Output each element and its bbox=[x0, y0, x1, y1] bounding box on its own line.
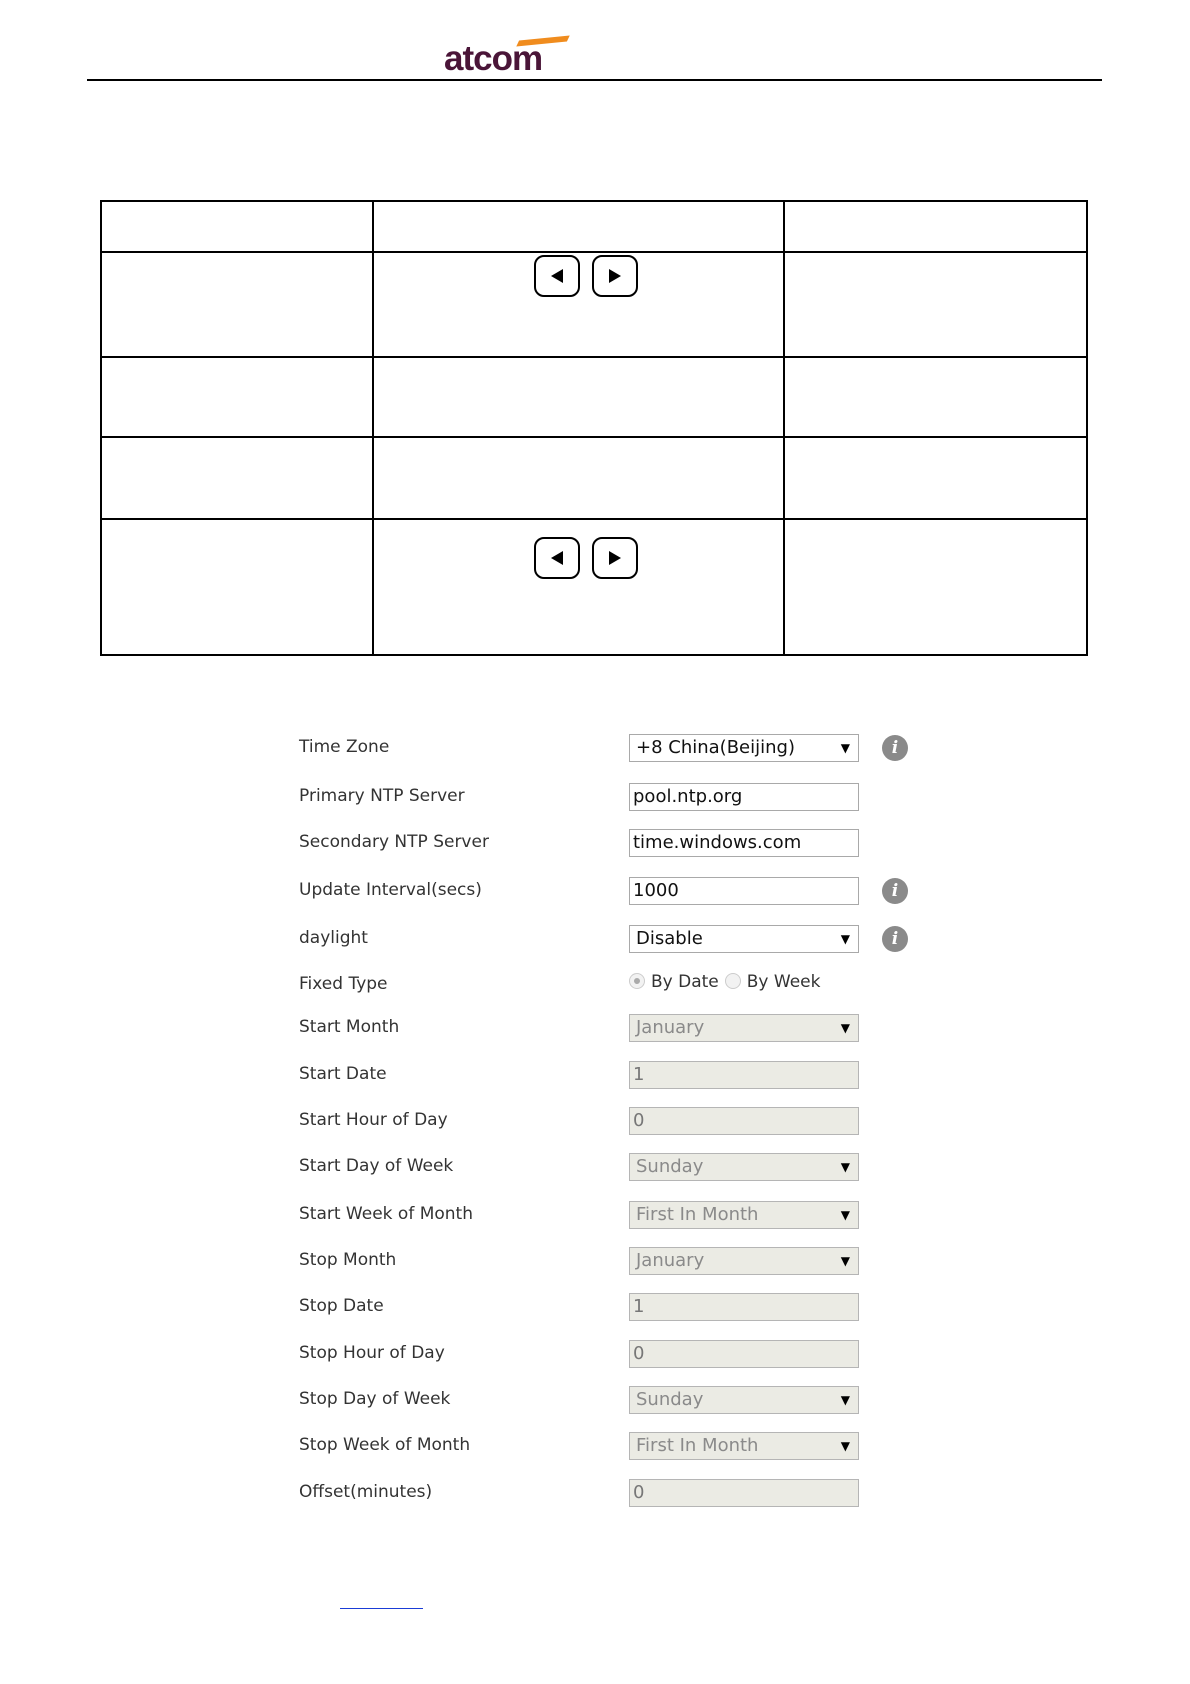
stop-date-row bbox=[299, 1292, 919, 1322]
left-arrow-key-icon bbox=[534, 255, 580, 297]
start-dow-label: Start Day of Week bbox=[299, 1156, 454, 1176]
start-wom-label: Start Week of Month bbox=[299, 1204, 473, 1224]
logo-text: atcom bbox=[444, 39, 543, 78]
stop-wom-select[interactable] bbox=[629, 1432, 859, 1460]
time-zone-select[interactable] bbox=[629, 734, 859, 762]
start-hour-input[interactable]: 0 bbox=[629, 1107, 859, 1135]
stop-date-label: Stop Date bbox=[299, 1296, 384, 1316]
fixed-type-label: Fixed Type bbox=[299, 974, 388, 994]
start-date-input[interactable]: 1 bbox=[629, 1061, 859, 1089]
header-divider bbox=[87, 79, 1102, 81]
primary-ntp-label: Primary NTP Server bbox=[299, 786, 465, 806]
start-month-value: January bbox=[636, 1017, 705, 1038]
start-wom-row bbox=[299, 1200, 919, 1230]
chevron-down-icon: ▼ bbox=[840, 1254, 850, 1268]
info-icon[interactable]: i bbox=[882, 878, 908, 904]
daylight-value: Disable bbox=[636, 928, 703, 949]
start-dow-select[interactable] bbox=[629, 1153, 859, 1181]
start-date-label: Start Date bbox=[299, 1064, 387, 1084]
table-row-divider bbox=[102, 436, 1086, 438]
start-dow-value: Sunday bbox=[636, 1156, 704, 1177]
chevron-down-icon: ▼ bbox=[840, 741, 850, 755]
chevron-down-icon: ▼ bbox=[840, 1439, 850, 1453]
update-interval-input[interactable]: 1000 bbox=[629, 877, 859, 905]
chevron-down-icon: ▼ bbox=[840, 1021, 850, 1035]
by-date-label: By Date bbox=[651, 972, 719, 992]
stop-month-select[interactable] bbox=[629, 1247, 859, 1275]
primary-ntp-row bbox=[299, 782, 919, 812]
start-wom-select[interactable] bbox=[629, 1201, 859, 1229]
offset-label: Offset(minutes) bbox=[299, 1482, 433, 1502]
start-month-row bbox=[299, 1013, 919, 1043]
chevron-down-icon: ▼ bbox=[840, 1393, 850, 1407]
stop-wom-label: Stop Week of Month bbox=[299, 1435, 471, 1455]
update-interval-label: Update Interval(secs) bbox=[299, 880, 482, 900]
stop-wom-value: First In Month bbox=[636, 1435, 759, 1456]
stop-month-row bbox=[299, 1246, 919, 1276]
time-zone-label: Time Zone bbox=[299, 737, 390, 757]
fixed-type-row bbox=[299, 970, 919, 1000]
daylight-row bbox=[299, 924, 919, 954]
fixed-type-radio-group bbox=[629, 972, 826, 992]
by-date-radio[interactable] bbox=[629, 973, 645, 989]
by-week-radio[interactable] bbox=[725, 973, 741, 989]
stop-month-label: Stop Month bbox=[299, 1250, 397, 1270]
stop-hour-label: Stop Hour of Day bbox=[299, 1343, 445, 1363]
key-table bbox=[100, 200, 1088, 656]
offset-row bbox=[299, 1478, 919, 1508]
table-row-divider bbox=[102, 251, 1086, 253]
stop-dow-value: Sunday bbox=[636, 1389, 704, 1410]
primary-ntp-input[interactable]: pool.ntp.org bbox=[629, 783, 859, 811]
chevron-down-icon: ▼ bbox=[840, 1208, 850, 1222]
info-icon[interactable]: i bbox=[882, 926, 908, 952]
table-col-divider bbox=[372, 202, 374, 654]
right-arrow-key-icon bbox=[592, 255, 638, 297]
stop-wom-row bbox=[299, 1431, 919, 1461]
right-arrow-key-icon bbox=[592, 537, 638, 579]
atcom-logo bbox=[444, 36, 569, 76]
stop-hour-input[interactable]: 0 bbox=[629, 1340, 859, 1368]
secondary-ntp-row bbox=[299, 828, 919, 858]
info-icon[interactable]: i bbox=[882, 735, 908, 761]
time-zone-value: +8 China(Beijing) bbox=[636, 737, 795, 758]
start-dow-row bbox=[299, 1152, 919, 1182]
chevron-down-icon: ▼ bbox=[840, 1160, 850, 1174]
start-month-select[interactable] bbox=[629, 1014, 859, 1042]
secondary-ntp-input[interactable]: time.windows.com bbox=[629, 829, 859, 857]
start-month-label: Start Month bbox=[299, 1017, 400, 1037]
stop-dow-select[interactable] bbox=[629, 1386, 859, 1414]
hyperlink-underline[interactable] bbox=[340, 1608, 423, 1609]
table-row-divider bbox=[102, 356, 1086, 358]
stop-dow-row bbox=[299, 1385, 919, 1415]
table-col-divider bbox=[783, 202, 785, 654]
chevron-down-icon: ▼ bbox=[840, 932, 850, 946]
offset-input[interactable]: 0 bbox=[629, 1479, 859, 1507]
start-wom-value: First In Month bbox=[636, 1204, 759, 1225]
stop-month-value: January bbox=[636, 1250, 705, 1271]
start-hour-row bbox=[299, 1106, 919, 1136]
update-interval-row bbox=[299, 876, 919, 906]
by-week-label: By Week bbox=[746, 972, 821, 992]
secondary-ntp-label: Secondary NTP Server bbox=[299, 832, 489, 852]
table-row-divider bbox=[102, 518, 1086, 520]
left-arrow-key-icon bbox=[534, 537, 580, 579]
stop-date-input[interactable]: 1 bbox=[629, 1293, 859, 1321]
daylight-select[interactable] bbox=[629, 925, 859, 953]
start-date-row bbox=[299, 1060, 919, 1090]
stop-hour-row bbox=[299, 1339, 919, 1369]
start-hour-label: Start Hour of Day bbox=[299, 1110, 448, 1130]
stop-dow-label: Stop Day of Week bbox=[299, 1389, 451, 1409]
time-zone-row bbox=[299, 733, 919, 763]
daylight-label: daylight bbox=[299, 928, 368, 948]
